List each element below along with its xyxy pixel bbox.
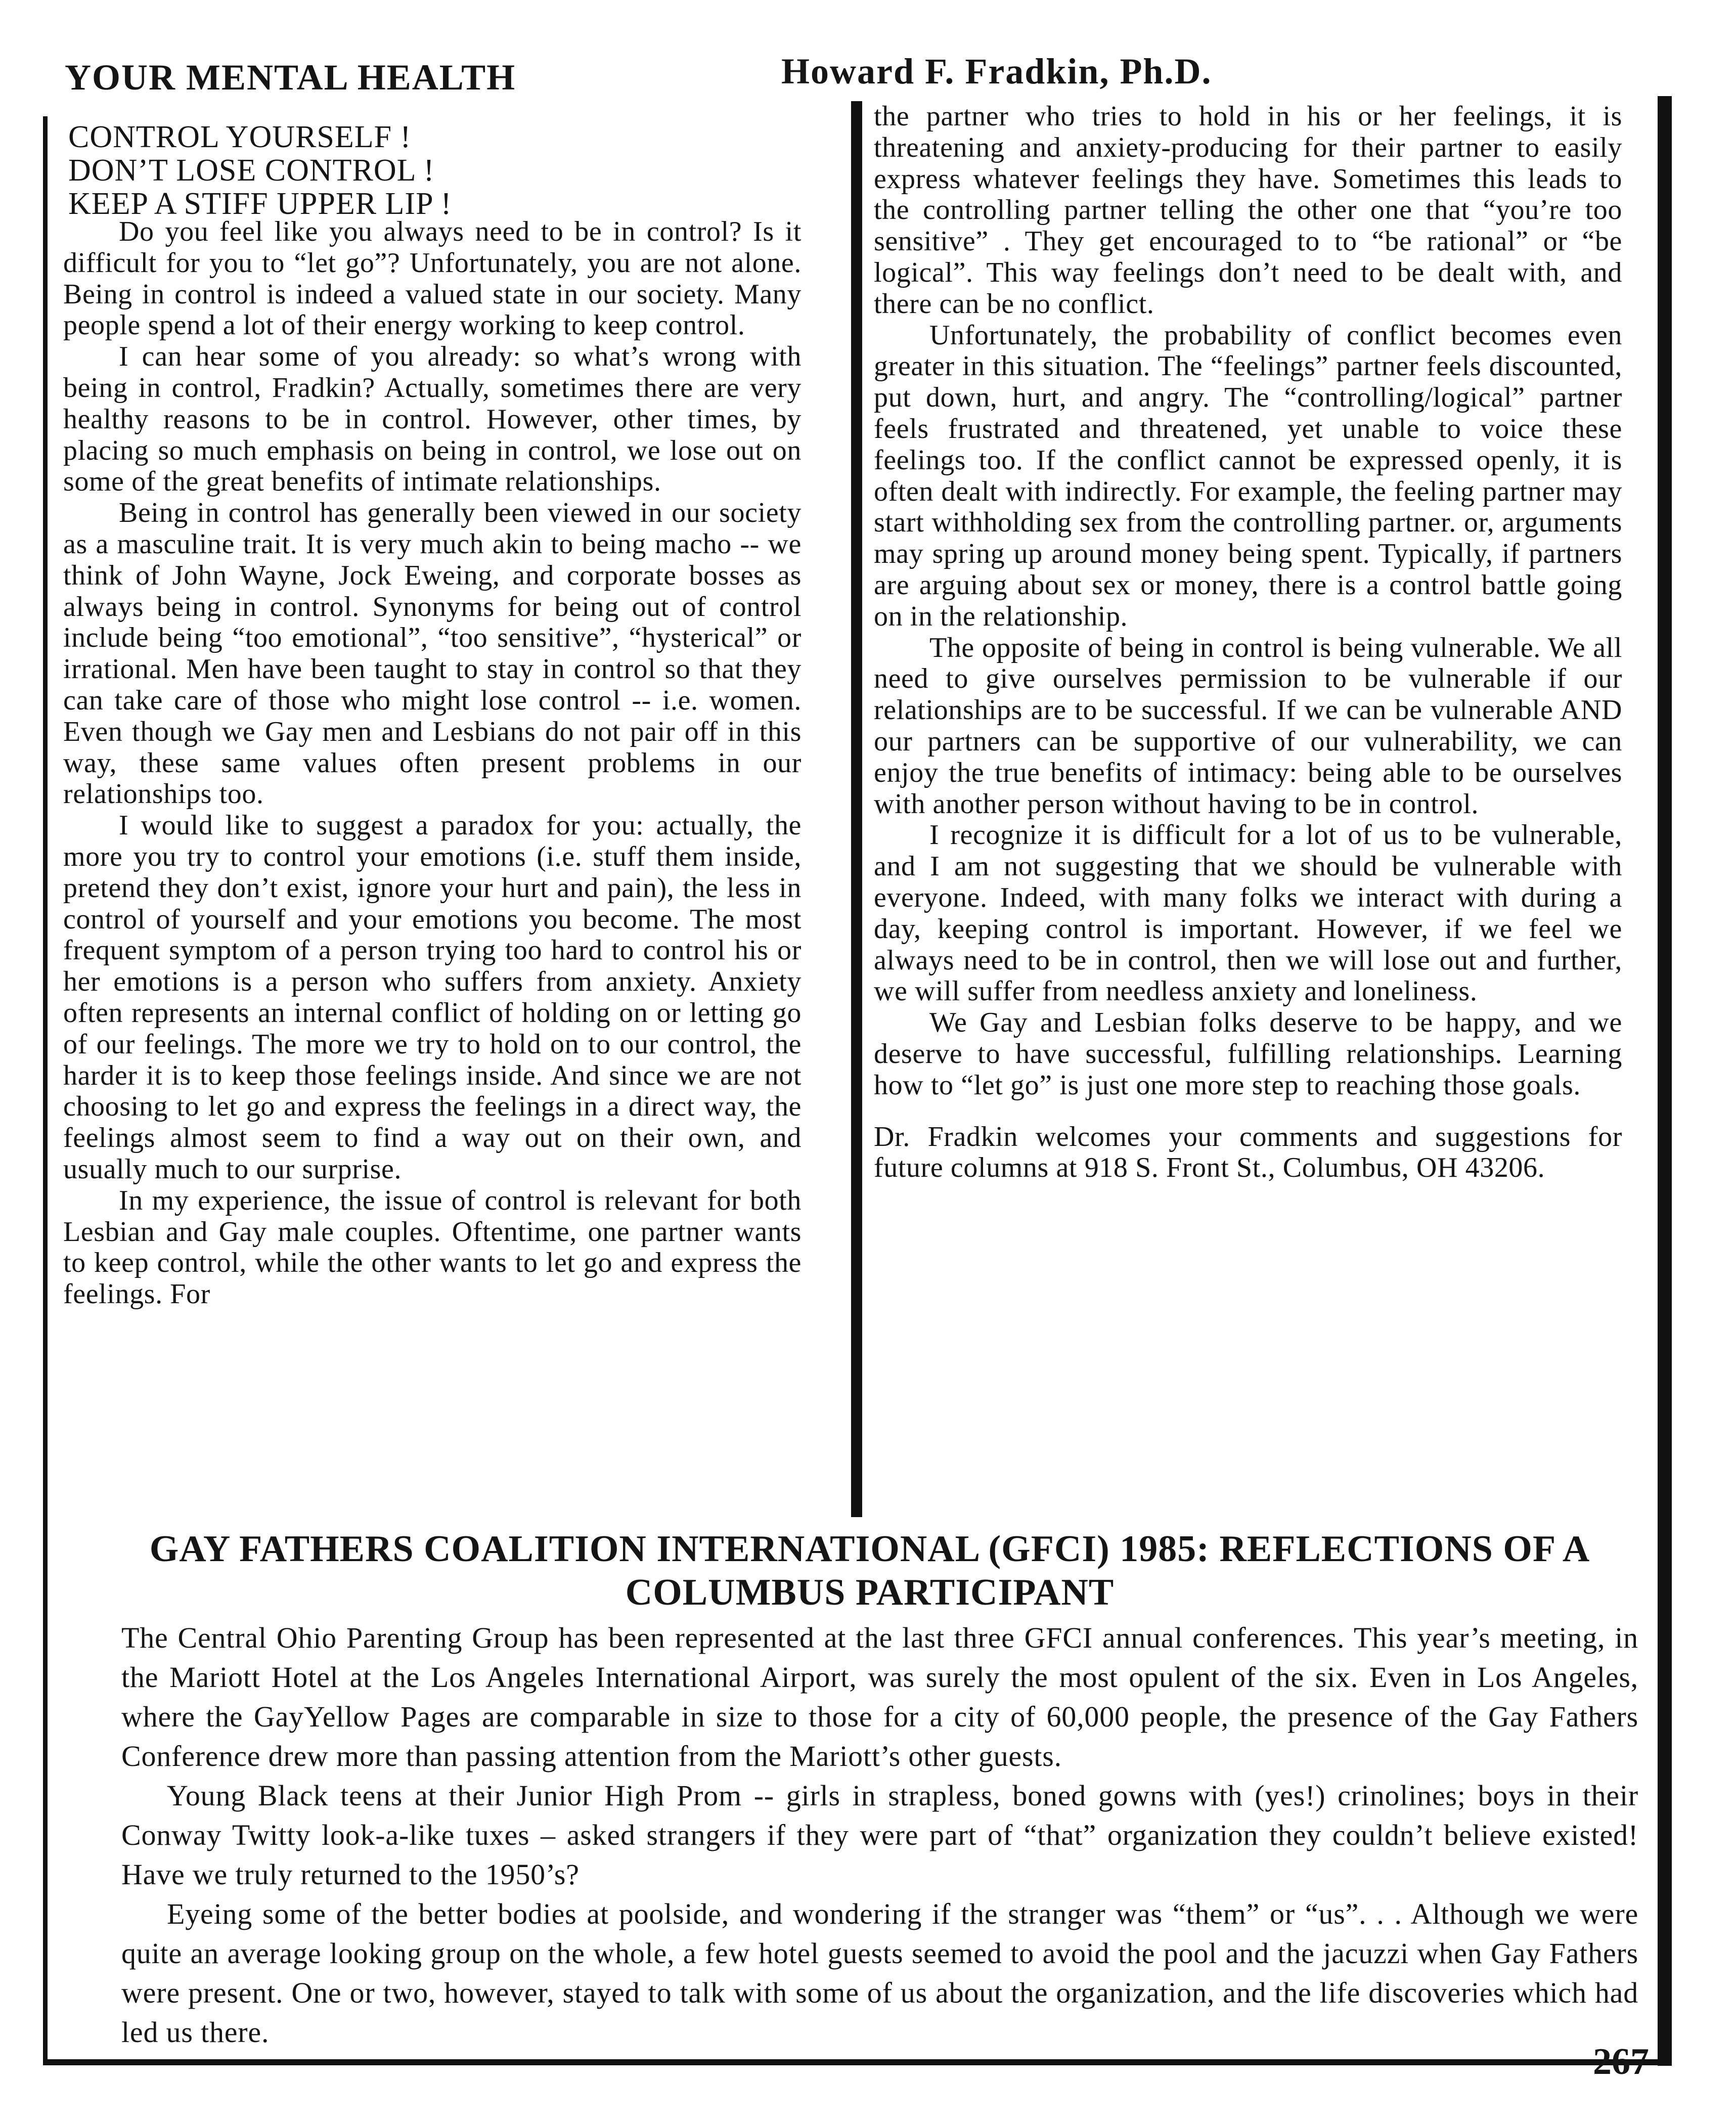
- author-signoff: Dr. Fradkin welcomes your comments and suggestions for future columns at 918 S. Front St., Columbus, OH 43206.: [874, 1121, 1622, 1184]
- article-paragraph: In my experience, the issue of control is relevant for both Lesbian and Gay male couples. Oftentime, one partner wants to keep control, while the other wants to let go and express the feelings. For: [63, 1184, 802, 1310]
- gfci-headline: GAY FATHERS COALITION INTERNATIONAL (GFCI) 1985: REFLECTIONS OF A COLUMBUS PARTICIPANT: [149, 1528, 1590, 1613]
- article-headings: [68, 120, 452, 220]
- column-divider-rule: [851, 101, 862, 1517]
- bottom-border-rule: [43, 2059, 1671, 2065]
- author-byline: Howard F. Fradkin, Ph.D.: [781, 51, 1212, 92]
- article-paragraph: I would like to suggest a paradox for you: actually, the more you try to control your emotions (i.e. stuff them inside, pretend they don’t exist, ignore your hurt and pain), the less in control of yourself and your emotions you become. The most frequent symptom of a person trying too hard to control his or her emotions is a person who suffers from anxiety. Anxiety often represents an internal conflict of holding on or letting go of our feelings. The more we try to hold on to our control, the harder it is to keep those feelings inside. And since we are not choosing to let go and express the feelings in a direct way, the feelings almost seem to find a way out on their own, and usually much to our surprise.: [63, 810, 802, 1185]
- article-paragraph: The opposite of being in control is being vulnerable. We all need to give ourselves permission to be vulnerable if our relationships are to be successful. If we can be vulnerable AND our partners can be supportive of our vulnerability, we can enjoy the true benefits of intimacy: being able to be ourselves with another person without having to be in control.: [874, 632, 1622, 820]
- article-heading: KEEP A STIFF UPPER LIP !: [68, 187, 452, 221]
- article-left-column: [63, 216, 802, 1310]
- article-heading: DON’T LOSE CONTROL !: [68, 153, 435, 188]
- page-number: 267: [1593, 2041, 1649, 2082]
- gfci-article-body: [121, 1618, 1638, 2052]
- article-paragraph: the partner who tries to hold in his or her feelings, it is threatening and anxiety-producing for their partner to easily express whatever feelings they have. Sometimes this leads to the controlling partner telling the other one that “you’re too sensitive” . They get encouraged to to “be rational” or “be logical”. This way feelings don’t need to be dealt with, and there can be no conflict.: [874, 101, 1622, 320]
- article-right-column: [874, 101, 1622, 1184]
- column-title: YOUR MENTAL HEALTH: [65, 57, 516, 98]
- article-paragraph: Do you feel like you always need to be in control? Is it difficult for you to “let go”? Unfortunately, you are not alone. Being in control is indeed a valued state in our society. Many people spend a lot of their energy working to keep control.: [63, 216, 802, 341]
- article-paragraph: I can hear some of you already: so what’s wrong with being in control, Fradkin? Actually, sometimes there are very healthy reasons to be in control. However, other times, by placing so much emphasis on being in control, we lose out on some of the great benefits of intimate relationships.: [63, 341, 802, 498]
- right-border-rule: [1658, 96, 1672, 2066]
- gfci-paragraph: Young Black teens at their Junior High Prom -- girls in strapless, boned gowns with (yes!) crinolines; boys in their Conway Twitty look-a-like tuxes – asked strangers if they were part of “that” organization they couldn’t believe existed! Have we truly returned to the 1950’s?: [121, 1779, 1638, 1891]
- left-border-rule: [43, 116, 48, 2063]
- gfci-paragraph: Eyeing some of the better bodies at poolside, and wondering if the stranger was “them” or “us”. . . Although we were quite an average looking group on the whole, a few hotel guests seemed to avoid the pool and the jacuzzi when Gay Fathers were present. One or two, however, stayed to talk with some of us about the organization, and the life discoveries which had led us there.: [121, 1897, 1638, 2049]
- article-paragraph: We Gay and Lesbian folks deserve to be happy, and we deserve to have successful, fulfilling relationships. Learning how to “let go” is just one more step to reaching those goals.: [874, 1007, 1622, 1101]
- gfci-paragraph: The Central Ohio Parenting Group has been represented at the last three GFCI annual conferences. This year’s meeting, in the Mariott Hotel at the Los Angeles International Airport, was surely the most opulent of the six. Even in Los Angeles, where the GayYellow Pages are comparable in size to those for a city of 60,000 people, the presence of the Gay Fathers Conference drew more than passing attention from the Mariott’s other guests.: [121, 1621, 1638, 1772]
- article-paragraph: Being in control has generally been viewed in our society as a masculine trait. It is very much akin to being macho -- we think of John Wayne, Jock Eweing, and corporate bosses as always being in control. Synonyms for being out of control include being “too emotional”, “too sensitive”, “hysterical” or irrational. Men have been taught to stay in control so that they can take care of those who might lose control -- i.e. women. Even though we Gay men and Lesbians do not pair off in this way, these same values often present problems in our relationships too.: [63, 497, 802, 810]
- article-paragraph: I recognize it is difficult for a lot of us to be vulnerable, and I am not suggesting that we should be vulnerable with everyone. Indeed, with many folks we interact with during a day, keeping control is important. However, if we feel we always need to be in control, then we will lose out and further, we will suffer from needless anxiety and loneliness.: [874, 819, 1622, 1007]
- article-heading: CONTROL YOURSELF !: [68, 120, 412, 154]
- article-paragraph: Unfortunately, the probability of conflict becomes even greater in this situation. The “feelings” partner feels discounted, put down, hurt, and angry. The “controlling/logical” partner feels frustrated and threatened, yet unable to voice these feelings too. If the conflict cannot be expressed openly, it is often dealt with indirectly. For example, the feeling partner may start withholding sex from the controlling partner. or, arguments may spring up around money being spent. Typically, if partners are arguing about sex or money, there is a control battle going on in the relationship.: [874, 319, 1622, 632]
